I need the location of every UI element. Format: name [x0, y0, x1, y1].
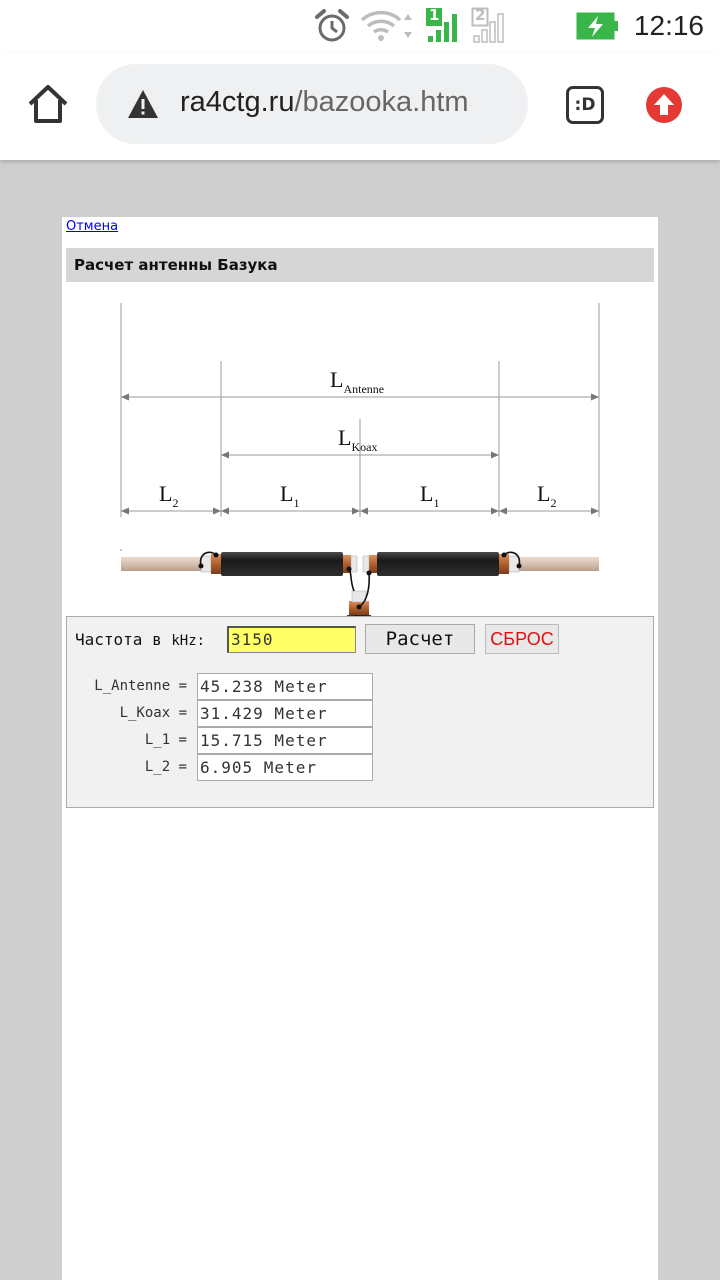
calculate-button[interactable]: Расчет: [365, 624, 475, 654]
bazooka-antenna-diagram: [62, 285, 658, 617]
label-l1-right: $L_1$: [420, 481, 440, 510]
url-path: /bazooka.htm: [294, 86, 469, 118]
label-l-koax: $L_{Koax}$: [338, 425, 378, 454]
page-body: [62, 217, 658, 1280]
frequency-label: [75, 630, 205, 649]
frequency-unit: kHz:: [171, 633, 206, 649]
sim2-label: 2: [475, 6, 486, 24]
warning-icon[interactable]: [126, 88, 160, 120]
home-icon[interactable]: [26, 82, 70, 126]
dimension-lines: [121, 303, 599, 551]
result-field-koax[interactable]: 31.429 Meter: [197, 700, 373, 727]
signal-sim2-icon: [470, 6, 510, 44]
status-bar: [0, 0, 720, 52]
result-field-l2[interactable]: 6.905 Meter: [197, 754, 373, 781]
signal-sim1-icon: [424, 6, 464, 44]
alarm-icon: [313, 8, 351, 44]
reset-button[interactable]: СБРОС: [485, 624, 559, 654]
cancel-link[interactable]: Отмена: [66, 219, 119, 234]
url-text[interactable]: [180, 86, 469, 119]
label-l2-left: $L_2$: [159, 481, 179, 510]
coax-sleeve-left: [221, 552, 343, 576]
result-field-antenne[interactable]: 45.238 Meter: [197, 673, 373, 700]
coax-sleeve-right: [377, 552, 499, 576]
result-label-l1: L_1 =: [144, 732, 187, 748]
outer-wire-right: [519, 557, 599, 571]
result-field-l1[interactable]: 15.715 Meter: [197, 727, 373, 754]
title-bar: [66, 248, 654, 282]
url-domain: ra4ctg.ru: [180, 86, 295, 118]
outer-wire-left: [121, 557, 201, 571]
status-clock: 12:16: [633, 10, 704, 41]
reader-mode-icon[interactable]: :D: [566, 86, 604, 124]
frequency-input[interactable]: 3150: [227, 626, 356, 653]
label-l1-left: $L_1$: [280, 481, 300, 510]
sim1-label: 1: [429, 6, 440, 24]
update-arrow-icon[interactable]: [645, 86, 683, 124]
label-l-antenne: $L_{Antenne}$: [330, 367, 385, 396]
url-bar[interactable]: [96, 64, 528, 144]
page-viewport: [0, 160, 720, 1280]
wifi-icon: [360, 8, 416, 44]
result-label-koax: L_Koax =: [119, 705, 187, 721]
frequency-label-text: Частота в: [75, 630, 162, 649]
page-title: Расчет антенны Базука: [74, 256, 278, 274]
browser-toolbar: [0, 52, 720, 160]
label-l2-right: $L_2$: [537, 481, 557, 510]
result-label-antenne: L_Antenne =: [94, 678, 187, 694]
calculator-panel: [66, 616, 654, 808]
battery-charging-icon: [576, 12, 620, 40]
result-label-l2: L_2 =: [144, 759, 187, 775]
